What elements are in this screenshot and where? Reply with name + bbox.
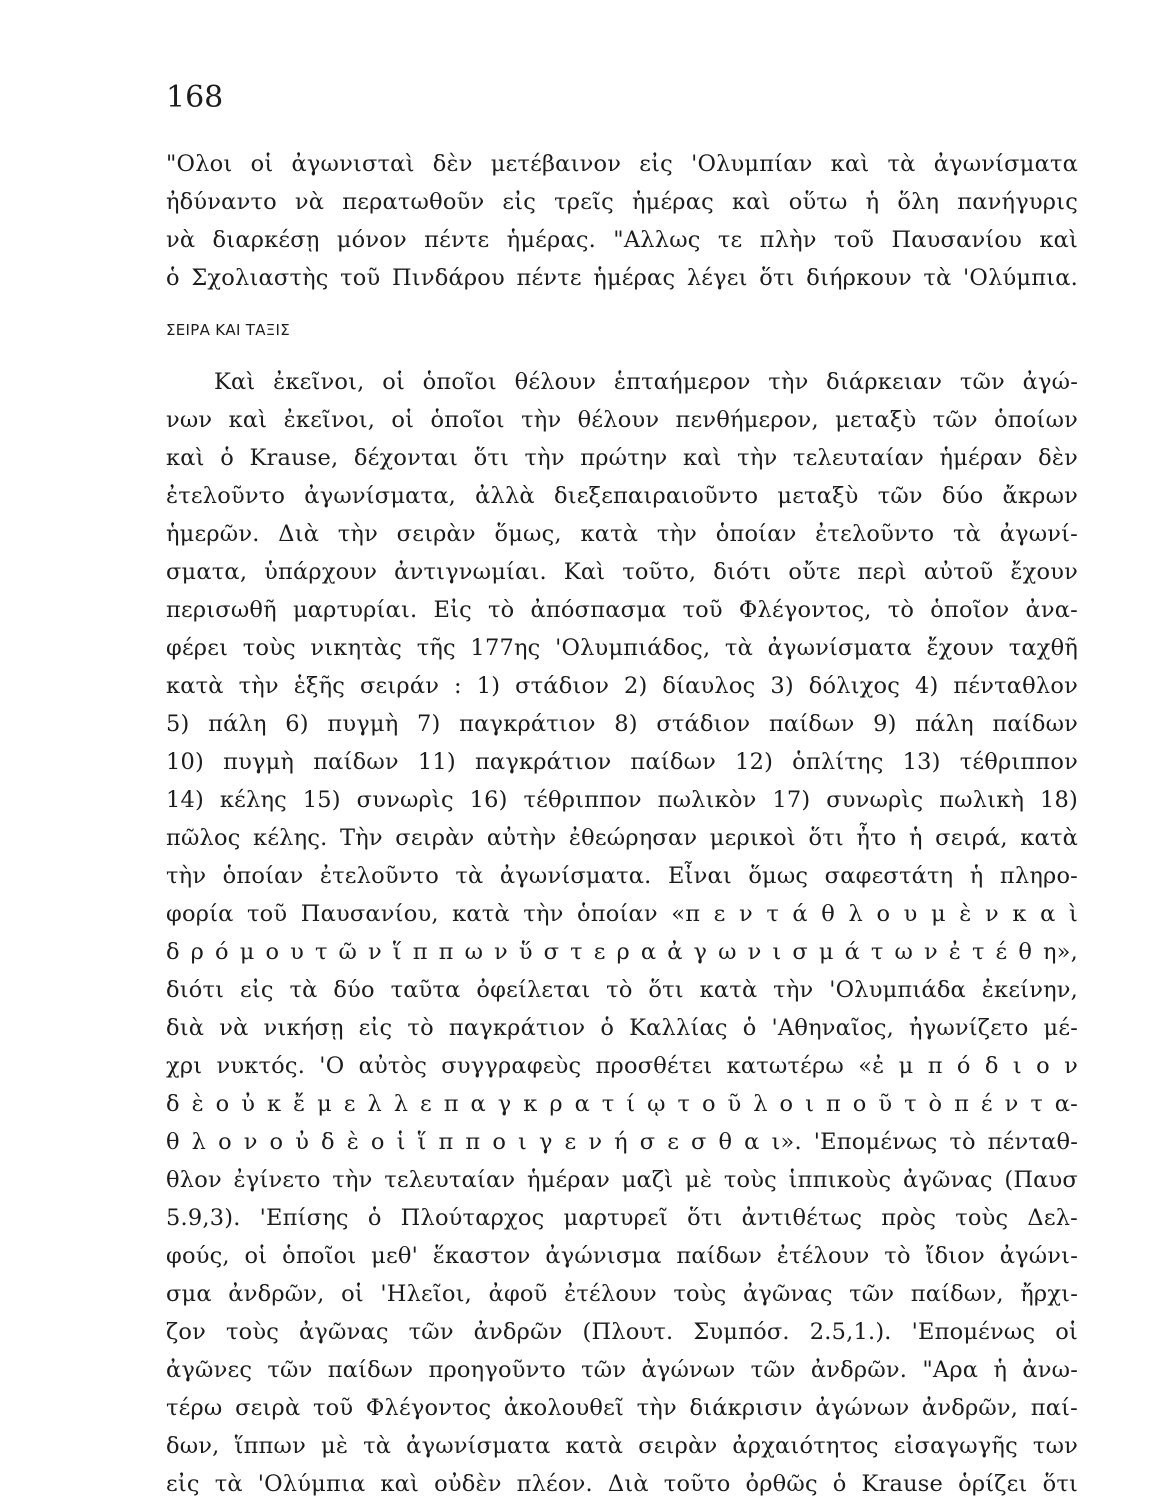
text-line: νων καὶ ἐκεῖνοι, οἱ ὁποῖοι τὴν θέλουν πενθήμερον, μεταξὺ τῶν ὁποίων	[166, 407, 1078, 433]
text-line: εἰς τὰ 'Ολύμπια καὶ οὐδὲν πλέον. Διὰ τοῦτο ὀρθῶς ὁ Krause ὁρίζει ὅτι	[166, 1471, 1078, 1497]
text-line: θλον ἐγίνετο τὴν τελευταίαν ἡμέραν μαζὶ μὲ τοὺς ἱππικοὺς ἀγῶνας (Παυσ	[166, 1167, 1078, 1193]
text-line: πῶλος κέλης. Τὴν σειρὰν αὐτὴν ἐθεώρησαν μερικοὶ ὅτι ἦτο ἡ σειρά, κατὰ	[166, 825, 1078, 851]
text-line: περισωθῆ μαρτυρίαι. Εἰς τὸ ἀπόσπασμα τοῦ Φλέγοντος, τὸ ὁποῖον ἀνα-	[166, 597, 1078, 623]
text-line: 5) πάλη 6) πυγμὴ 7) παγκράτιον 8) στάδιον παίδων 9) πάλη παίδων	[166, 711, 1078, 737]
text-line: ὁ Σχολιαστὴς τοῦ Πινδάρου πέντε ἡμέρας λέγει ὅτι διήρκουν τὰ 'Ολύμπια.	[166, 265, 1078, 291]
section-heading: ΣΕΙΡΑ ΚΑΙ ΤΑΞΙΣ	[166, 321, 291, 339]
text-line: ἠδύναντο νὰ περατωθοῦν εἰς τρεῖς ἡμέρας καὶ οὕτω ἡ ὅλη πανήγυρις	[166, 189, 1078, 215]
text-line: δων, ἵππων μὲ τὰ ἀγωνίσματα κατὰ σειρὰν ἀρχαιότητος εἰσαγωγῆς των	[166, 1433, 1078, 1459]
text-line: τὴν ὁποίαν ἐτελοῦντο τὰ ἀγωνίσματα. Εἶναι ὅμως σαφεστάτη ἡ πληρο-	[166, 863, 1078, 889]
text-line: τέρω σειρὰ τοῦ Φλέγοντος ἀκολουθεῖ τὴν διάκρισιν ἀγώνων ἀνδρῶν, παί-	[166, 1395, 1078, 1421]
text-line: ἐτελοῦντο ἀγωνίσματα, ἀλλὰ διεξεπαιραιοῦντο μεταξὺ τῶν δύο ἄκρων	[166, 483, 1078, 509]
text-line: "Ολοι οἱ ἀγωνισταὶ δὲν μετέβαινον εἰς 'Ολυμπίαν καὶ τὰ ἀγωνίσματα	[166, 151, 1078, 177]
page-number: 168	[166, 80, 224, 115]
text-line: σμα ἀνδρῶν, οἱ 'Ηλεῖοι, ἀφοῦ ἐτέλουν τοὺς ἀγῶνας τῶν παίδων, ἤρχι-	[166, 1281, 1078, 1307]
text-line: καὶ ὁ Krause, δέχονται ὅτι τὴν πρώτην καὶ τὴν τελευταίαν ἡμέραν δὲν	[166, 445, 1078, 471]
text-line: δ ρ ό μ ο υ τ ῶ ν ἵ π π ω ν ὕ σ τ ε ρ α ἀ γ ω ν ι σ μ ά τ ω ν ἐ τ έ θ η»,	[166, 939, 1078, 965]
text-line: διότι εἰς τὰ δύο ταῦτα ὀφείλεται τὸ ὅτι κατὰ τὴν 'Ολυμπιάδα ἐκείνην,	[166, 977, 1078, 1003]
text-line: νὰ διαρκέσῃ μόνον πέντε ἡμέρας. "Αλλως τε πλὴν τοῦ Παυσανίου καὶ	[166, 227, 1078, 253]
text-line: 10) πυγμὴ παίδων 11) παγκράτιον παίδων 12) ὁπλίτης 13) τέθριππον	[166, 749, 1078, 775]
text-line: φέρει τοὺς νικητὰς τῆς 177ης 'Ολυμπιάδος, τὰ ἀγωνίσματα ἔχουν ταχθῆ	[166, 635, 1078, 661]
text-line: ζον τοὺς ἀγῶνας τῶν ἀνδρῶν (Πλουτ. Συμπόσ. 2.5,1.). 'Επομένως οἱ	[166, 1319, 1078, 1345]
text-line: διὰ νὰ νικήσῃ εἰς τὸ παγκράτιον ὁ Καλλίας ὁ 'Αθηναῖος, ἠγωνίζετο μέ-	[166, 1015, 1078, 1041]
text-line: θ λ ο ν ο ὐ δ ὲ ο ἱ ἵ π π ο ι γ ε ν ή σ ε σ θ α ι». 'Επομένως τὸ πένταθ-	[166, 1129, 1078, 1155]
text-line: ἡμερῶν. Διὰ τὴν σειρὰν ὅμως, κατὰ τὴν ὁποίαν ἐτελοῦντο τὰ ἀγωνί-	[166, 521, 1078, 547]
text-line: δ ὲ ο ὐ κ ἔ μ ε λ λ ε π α γ κ ρ α τ ί ῳ τ ο ῦ λ ο ι π ο ῦ τ ὸ π έ ν τ α-	[166, 1091, 1078, 1117]
text-line: κατὰ τὴν ἑξῆς σειράν : 1) στάδιον 2) δίαυλος 3) δόλιχος 4) πένταθλον	[166, 673, 1078, 699]
text-line: Καὶ ἐκεῖνοι, οἱ ὁποῖοι θέλουν ἑπταήμερον τὴν διάρκειαν τῶν ἀγώ-	[214, 369, 1078, 395]
text-line: σματα, ὑπάρχουν ἀντιγνωμίαι. Καὶ τοῦτο, διότι οὔτε περὶ αὐτοῦ ἔχουν	[166, 559, 1078, 585]
text-line: 14) κέλης 15) συνωρὶς 16) τέθριππον πωλικὸν 17) συνωρὶς πωλικὴ 18)	[166, 787, 1078, 813]
text-line: χρι νυκτός. 'Ο αὐτὸς συγγραφεὺς προσθέτει κατωτέρω «ἐ μ π ό δ ι ο ν	[166, 1053, 1078, 1079]
text-line: φούς, οἱ ὁποῖοι μεθ' ἕκαστον ἀγώνισμα παίδων ἐτέλουν τὸ ἴδιον ἀγώνι-	[166, 1243, 1078, 1269]
text-line: ἀγῶνες τῶν παίδων προηγοῦντο τῶν ἀγώνων τῶν ἀνδρῶν. "Αρα ἡ ἀνω-	[166, 1357, 1078, 1383]
text-line: φορία τοῦ Παυσανίου, κατὰ τὴν ὁποίαν «π ε ν τ ά θ λ ο υ μ ὲ ν κ α ὶ	[166, 901, 1078, 927]
text-line: 5.9,3). 'Επίσης ὁ Πλούταρχος μαρτυρεῖ ὅτι ἀντιθέτως πρὸς τοὺς Δελ-	[166, 1205, 1078, 1231]
